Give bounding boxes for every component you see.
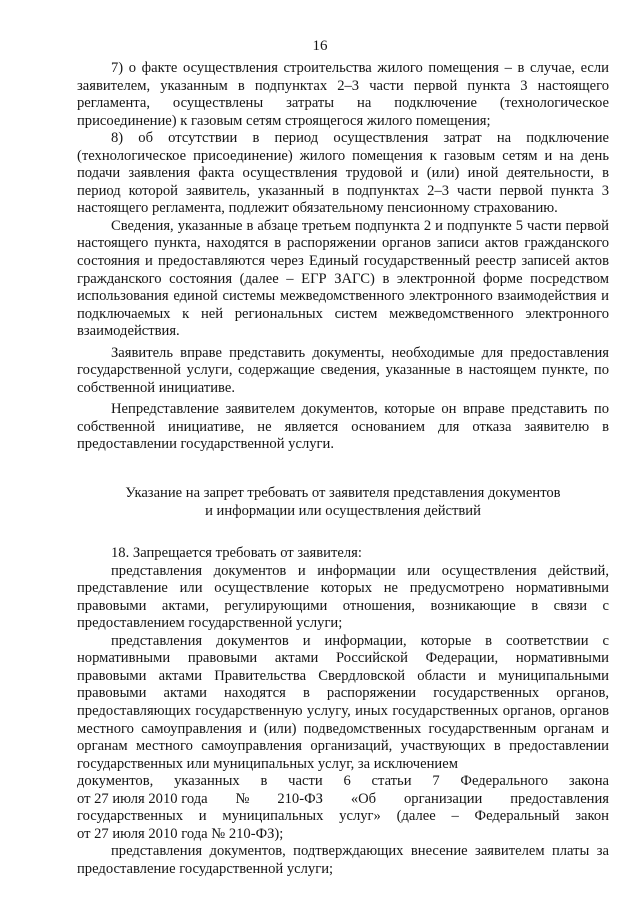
word: (далее: [396, 808, 436, 825]
section-heading-line-2: и информации или осуществления действий: [205, 503, 481, 520]
word: «Об: [350, 790, 377, 807]
word: документов,: [77, 773, 154, 790]
paragraph-18-b-row-2: [77, 791, 609, 809]
paragraph-18-c: представления документов, подтверждающих внесение заявителем платы за предоставление государственной услуги;: [77, 843, 609, 877]
word: статьи: [371, 773, 412, 790]
paragraph-18-b: представления документов и информации, которые в соответствии с нормативными правовыми актами Российской Федерации, нормативными правовыми актами Правительства Свердловской области и муниципальными правовыми актами находятся в распоряжении государственных органов, предоставляющих государственную услугу, иных государственных органов, органов местного самоуправления и (или) подведомственных государственным органам и органам местного самоуправления организаций, участвующих в предоставлении государственных или муниципальных услуг, за исключением: [77, 632, 609, 772]
word: №: [235, 790, 250, 807]
paragraph-18-b-row-1: [77, 773, 609, 791]
paragraph-vprave: Заявитель вправе представить документы, необходимые для предоставления государственной услуги, содержащие сведения, указанные в настоящем пункте, по собственной инициативе.: [77, 344, 609, 396]
paragraph-nepredstavlenie: Непредставление заявителем документов, которые он вправе представить по собственной инициативе, не является основанием для отказа заявителю в предоставлении государственной услуги.: [77, 401, 609, 453]
word: в: [260, 773, 268, 790]
paragraph-18-b-row-3: [77, 808, 609, 826]
word: услуг»: [339, 808, 381, 825]
paragraph-18-a: представления документов и информации или осуществления действий, представление или осуществление которых не предусмотрено нормативными правовыми актами, регулирующими отношения, возникающие в связи с предоставлением государственной услуги;: [77, 562, 609, 632]
word: муниципальных: [222, 808, 324, 825]
paragraph-18-b-row-4: от 27 июля 2010 года № 210-ФЗ);: [77, 825, 284, 842]
word: Федерального: [460, 773, 549, 790]
word: от 27 июля 2010 года: [77, 790, 208, 807]
word: закон: [575, 808, 609, 825]
paragraph-item-8: 8) об отсутствии в период осуществления затрат на подключение (технологическое присоединение) жилого помещения к газовым сетям и на день подачи заявления факта осуществления трудовой и (или) иной деятельности, в период которой заявитель, указанный в подпунктах 2–3 части первой пункта 3 настоящего регламента, подлежит обязательному пенсионному страхованию.: [77, 130, 609, 217]
paragraph-18-intro: 18. Запрещается требовать от заявителя:: [111, 545, 362, 562]
word: закона: [568, 773, 609, 790]
paragraph-svedeniya: Сведения, указанные в абзаце третьем подпункта 2 и подпункте 5 части первой настоящего пункта, находятся в распоряжении органов записи актов гражданского состояния и предоставляются через Единый государственный реестр записей актов гражданского состояния (далее – ЕГР ЗАГС) в электронной форме посредством использования единой системы межведомственного электронного взаимодействия и подключаемых к ней региональных систем межведомственного электронного взаимодействия.: [77, 217, 609, 340]
word: 7: [432, 773, 440, 790]
section-heading-line-1: Указание на запрет требовать от заявителя представления документов: [125, 485, 561, 502]
section-heading: [77, 484, 609, 520]
word: государственных: [77, 808, 184, 825]
word: и: [198, 808, 207, 825]
paragraph-item-7: 7) о факте осуществления строительства жилого помещения – в случае, если заявителем, указанным в подпунктах 2–3 части первой пункта 3 настоящего регламента, осуществлены затраты на подключение (технологическое присоединение) к газовым сетям строящегося жилого помещения;: [77, 60, 609, 129]
word: организации: [403, 790, 483, 807]
word: Федеральный: [474, 808, 560, 825]
word: 210-ФЗ: [277, 790, 323, 807]
word: предоставления: [510, 790, 609, 807]
page-number: 16: [312, 38, 328, 54]
word: 6: [343, 773, 351, 790]
document-body: [77, 60, 609, 878]
word: части: [288, 773, 323, 790]
word: указанных: [174, 773, 240, 790]
word: –: [451, 808, 459, 825]
